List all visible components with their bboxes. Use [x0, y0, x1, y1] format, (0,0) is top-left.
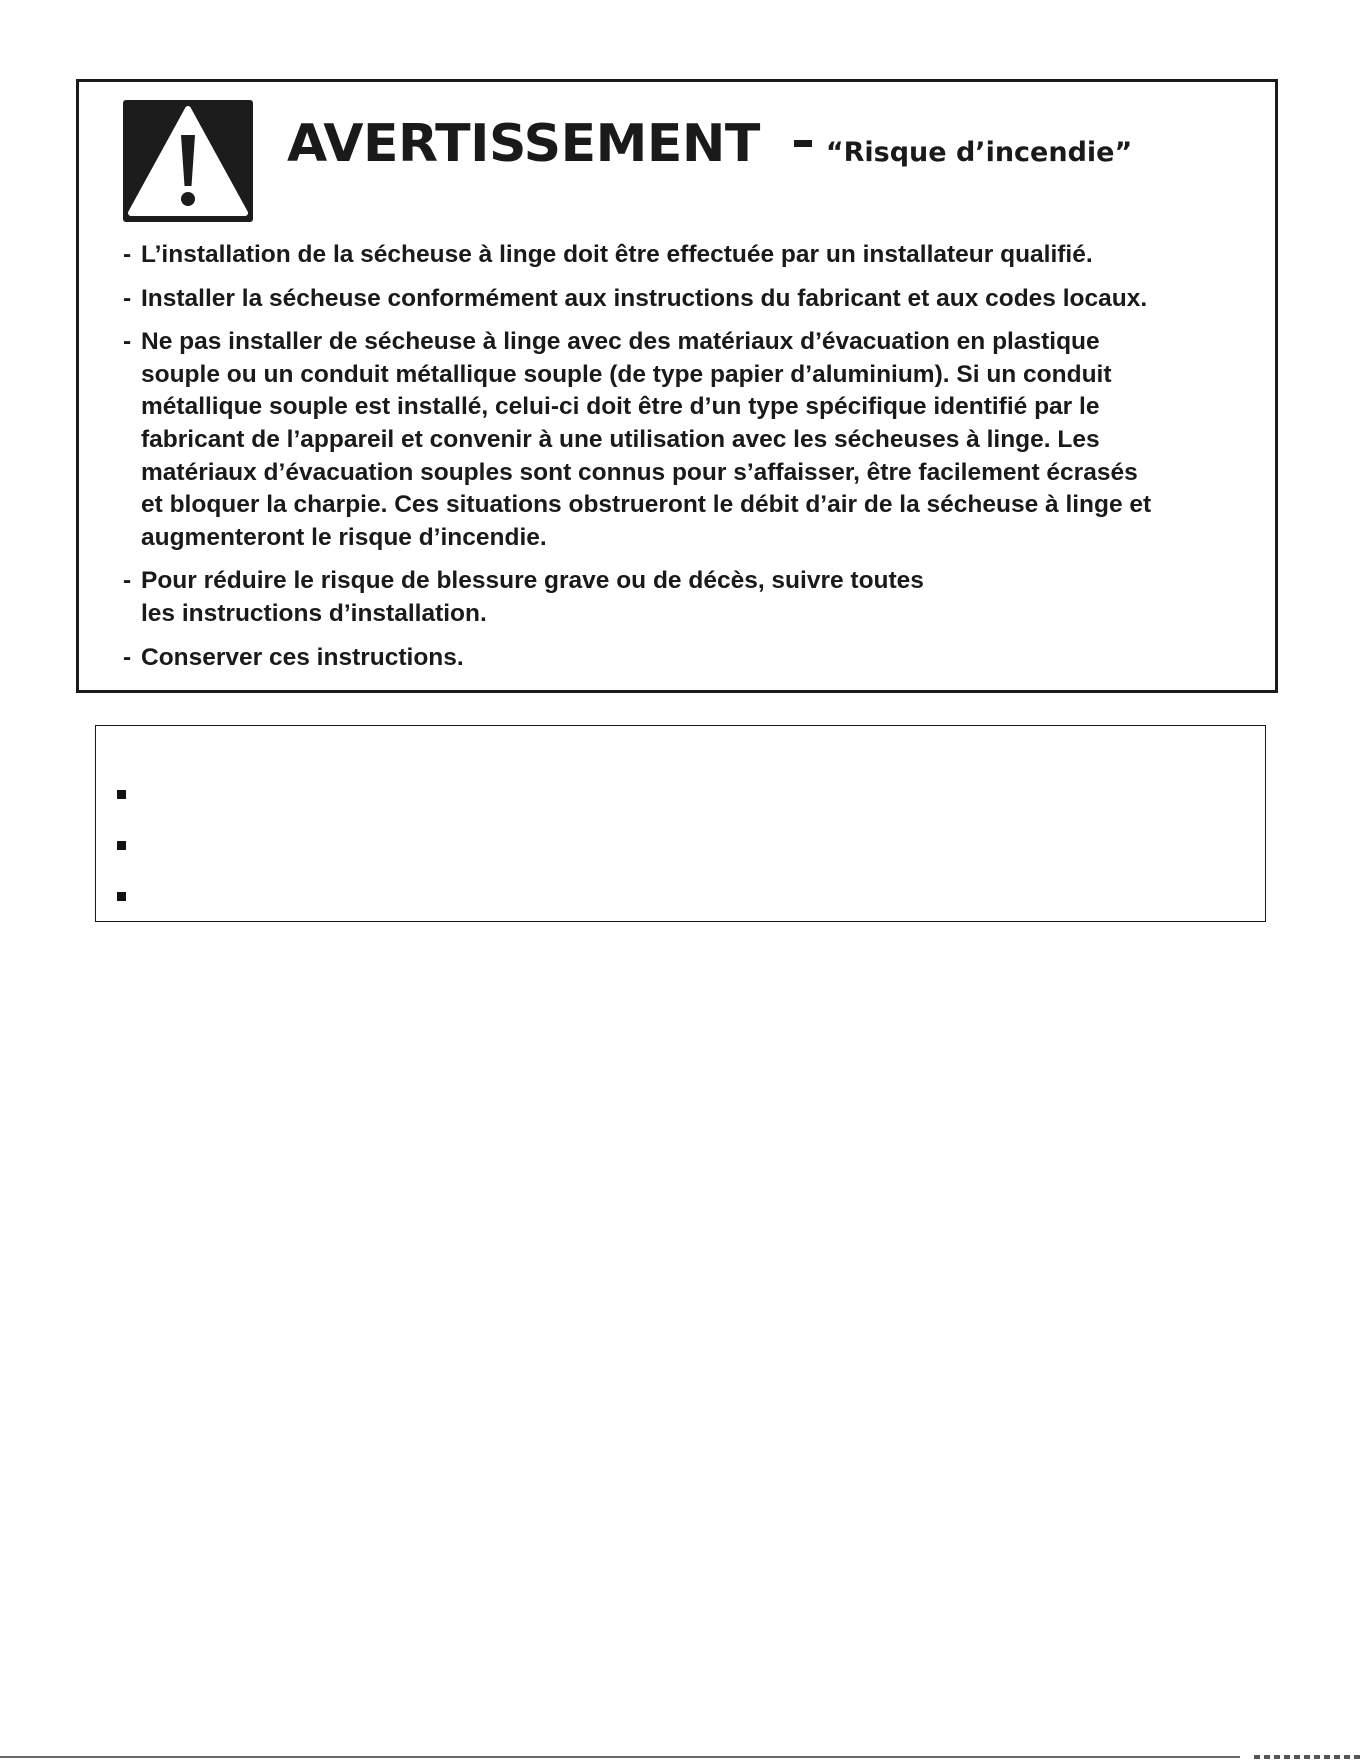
warning-item-text: Ne pas installer de sécheuse à linge avec des matériaux d’évacuation en plastique souple ou un conduit métallique souple (de type papier d’aluminium). Si un conduit métallique souple est installé, celui-ci doit être d’un type spécifique identifié par le fabricant de l’appareil et convenir à une utilisation avec les sécheuses à linge. Les matériaux d’évacuation souples sont connus pour s’affaisser, être facilement écrasés et bloquer la charpie. Ces situations obstrueront le débit d’air de la sécheuse à linge et augmenteront le risque d’incendie. [141, 328, 1152, 551]
list-dash: - [123, 567, 132, 595]
warning-heading [287, 114, 1133, 174]
warning-box [76, 79, 1278, 693]
footer-rule [0, 1756, 1240, 1758]
warning-item-text: L’installation de la sécheuse à linge doit être effectuée par un installateur qualifié. [141, 241, 1093, 268]
warning-subtitle: “Risque d’incendie” [825, 137, 1133, 168]
warning-item [123, 283, 1273, 316]
warning-item [123, 565, 1273, 630]
square-bullet-icon [117, 790, 126, 799]
warning-title: AVERTISSEMENT [287, 114, 760, 174]
list-dash: - [123, 284, 132, 312]
warning-item [123, 326, 1273, 554]
footer-mark [1254, 1755, 1361, 1759]
list-dash: - [123, 643, 132, 671]
warning-triangle-icon [123, 100, 253, 222]
title-separator [794, 140, 812, 147]
warning-item [123, 239, 1273, 272]
warning-item-text: Installer la sécheuse conformément aux instructions du fabricant et aux codes locaux. [141, 284, 1148, 312]
warning-item-text: Conserver ces instructions. [141, 643, 464, 671]
list-dash: - [123, 241, 132, 268]
notice-box [95, 725, 1266, 922]
warning-list [123, 239, 1273, 685]
warning-item [123, 642, 1273, 675]
warning-item-text: Pour réduire le risque de blessure grave ou de décès, suivre toutes les instructions d’installation. [141, 567, 924, 627]
list-dash: - [123, 328, 132, 356]
square-bullet-icon [117, 841, 126, 850]
square-bullet-icon [117, 892, 126, 901]
